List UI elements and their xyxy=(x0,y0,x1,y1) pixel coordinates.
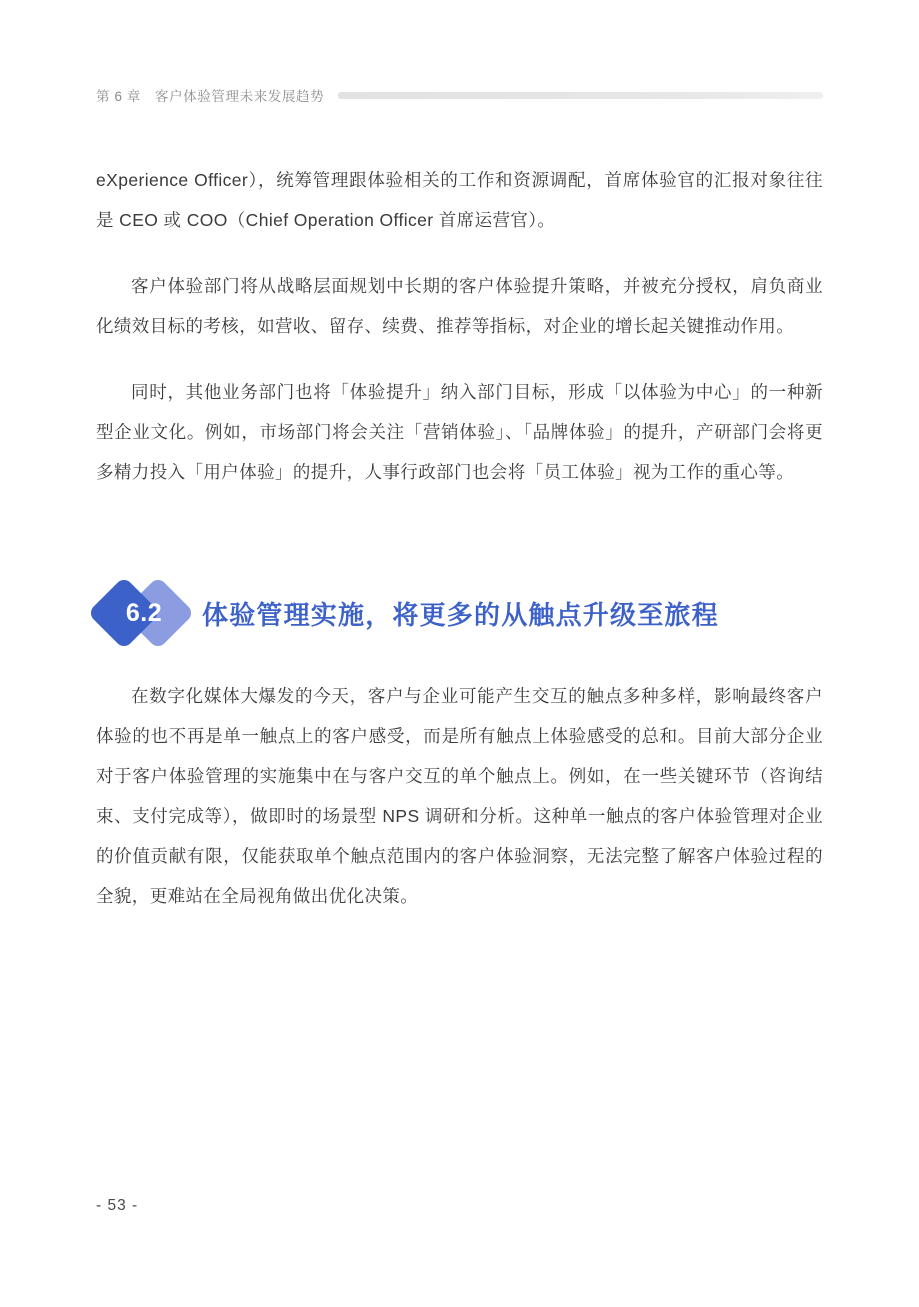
header-divider-rule xyxy=(338,92,823,99)
page-content xyxy=(96,160,823,942)
paragraph-experience-department: 客户体验部门将从战略层面规划中长期的客户体验提升策略，并被充分授权，肩负商业化绩效目标的考核，如营收、留存、续费、推荐等指标，对企业的增长起关键推动作用。 xyxy=(96,276,823,336)
section-heading-6-2 xyxy=(96,584,823,642)
running-header xyxy=(96,86,823,104)
paragraph-continuation: eXperience Officer），统筹管理跟体验相关的工作和资源调配，首席体验官的汇报对象往往是 CEO 或 COO（Chief Operation Officer 首席运营官）。 xyxy=(96,170,823,230)
section-title-text: 体验管理实施，将更多的从触点升级至旅程 xyxy=(202,599,719,630)
section-number-text: 6.2 xyxy=(125,598,163,627)
page-number: - 53 - xyxy=(96,1197,139,1214)
paragraph-business-units: 同时，其他业务部门也将「体验提升」纳入部门目标，形成「以体验为中心」的一种新型企业文化。例如，市场部门将会关注「营销体验」、「品牌体验」的提升，产研部门会将更多精力投入「用户体验」的提升，人事行政部门也会将「员工体验」视为工作的重心等。 xyxy=(96,382,823,482)
header-chapter-title: 客户体验管理未来发展趋势 xyxy=(155,89,325,104)
paragraph-touchpoint-journey: 在数字化媒体大爆发的今天，客户与企业可能产生交互的触点多种多样，影响最终客户体验的也不再是单一触点上的客户感受，而是所有触点上体验感受的总和。目前大部分企业对于客户体验管理的实施集中在与客户交互的单个触点上。例如，在一些关键环节（咨询结束、支付完成等），做即时的场景型 NPS 调研和分析。这种单一触点的客户体验管理对企业的价值贡献有限，仅能获取单个触点范围内的客户体验洞察，无法完整了解客户体验过程的全貌，更难站在全局视角做出优化决策。 xyxy=(96,686,823,906)
section-number-badge xyxy=(96,585,188,641)
header-chapter-label: 第 6 章 xyxy=(96,89,142,104)
